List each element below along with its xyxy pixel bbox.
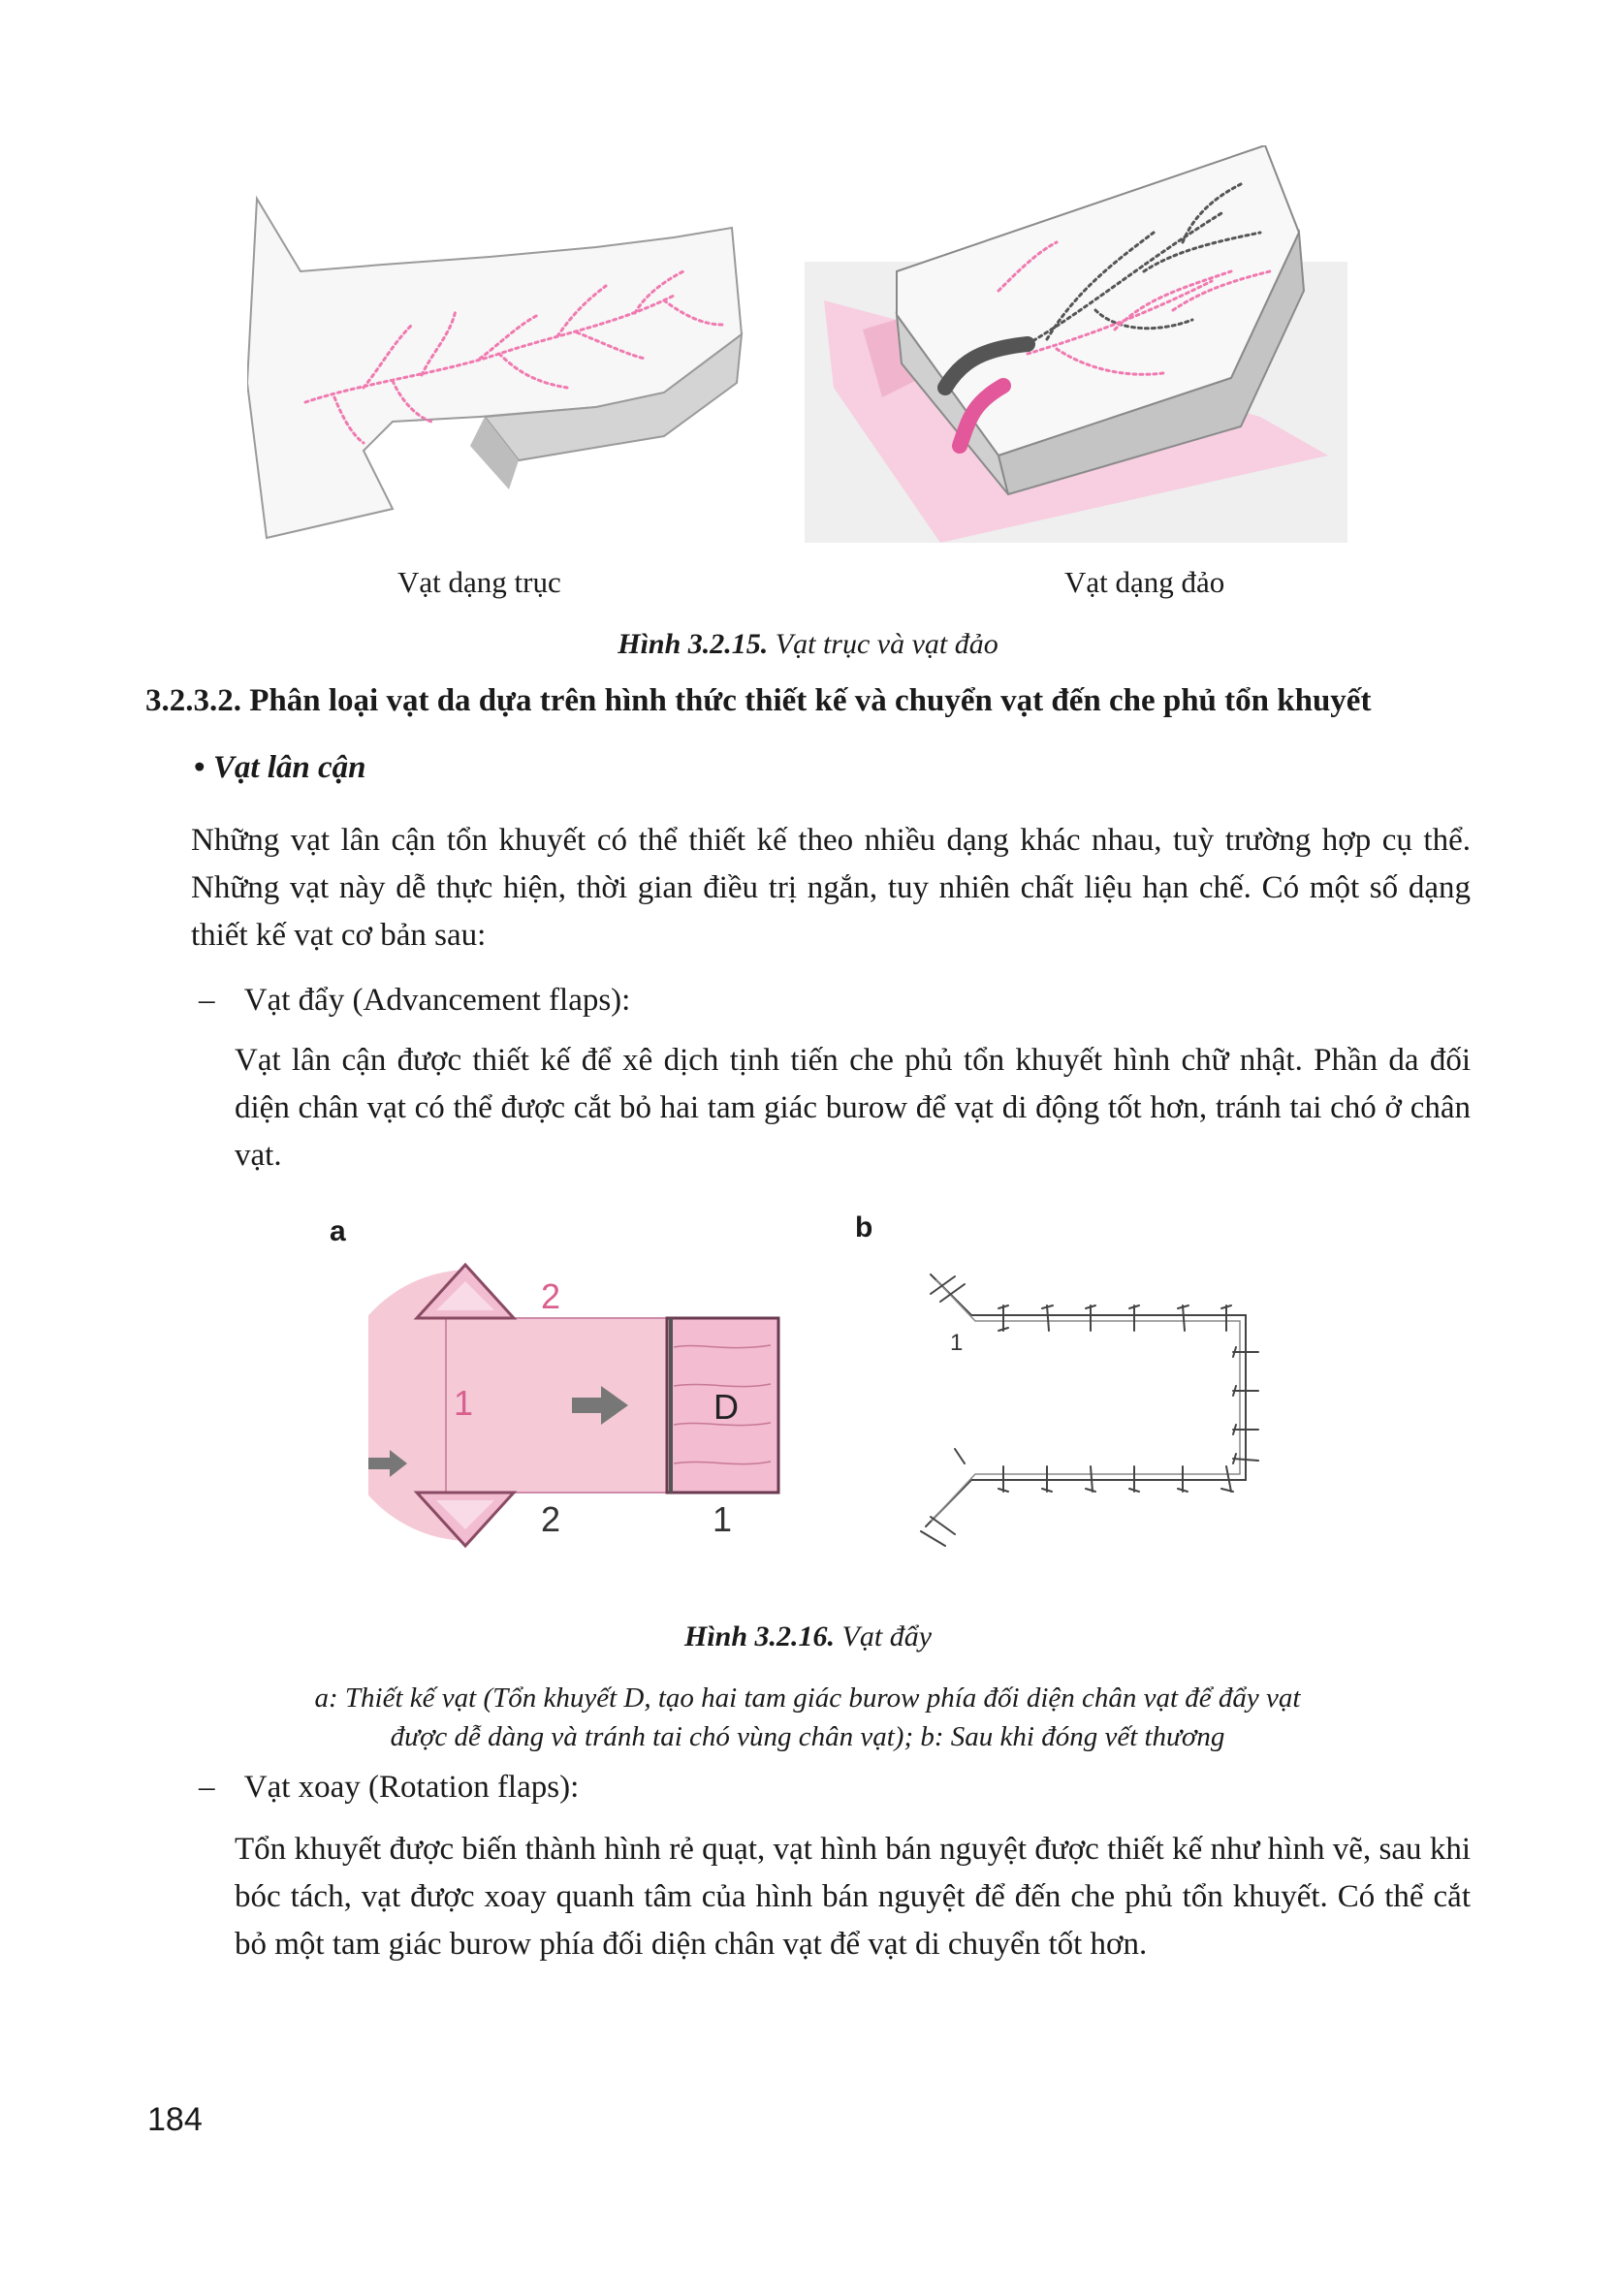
label-b-1: 1 — [950, 1330, 964, 1356]
figure-3-2-16-note — [177, 1679, 1438, 1756]
label-D: D — [713, 1387, 739, 1427]
advancement-flap-sutured-diagram — [911, 1255, 1289, 1565]
dash-symbol: – — [199, 983, 215, 1018]
label-2-bottom: 2 — [541, 1499, 561, 1539]
axial-flap-label: Vạt dạng trục — [397, 565, 561, 599]
figure-3-2-15-caption — [0, 628, 1616, 661]
label-1: 1 — [454, 1383, 474, 1423]
caption-number: Hình 3.2.16. — [683, 1620, 836, 1652]
advancement-flap-description: Vạt lân cận được thiết kế để xê dịch tịnh tiến che phủ tổn khuyết hình chữ nhật. Phần da đối diện chân vạt có thể được cắt bỏ hai tam giác burow để vạt di động tốt hơn, tránh tai chó ở chân vạt. — [235, 1043, 1471, 1173]
rotation-flap-item — [199, 1770, 579, 1806]
caption-number: Hình 3.2.15. — [618, 628, 769, 660]
page-number: 184 — [147, 2101, 203, 2138]
bullet-adjacent-flaps — [194, 750, 366, 786]
axial-flap-illustration — [247, 189, 751, 557]
bullet-title: Vạt lân cận — [212, 750, 366, 785]
panel-b-letter: b — [855, 1211, 873, 1243]
advancement-flap-design-diagram — [368, 1260, 814, 1570]
bullet-symbol: • — [194, 750, 206, 785]
island-flap-label: Vạt dạng đảo — [1064, 565, 1225, 599]
label-1-bottom: 1 — [713, 1499, 733, 1539]
note-line-2: được dễ dàng và tránh tai chó vùng chân vạt); b: Sau khi đóng vết thương — [390, 1721, 1225, 1752]
note-line-1: a: Thiết kế vạt (Tổn khuyết D, tạo hai tam giác burow phía đối diện chân vạt để đẩy vạt — [314, 1683, 1301, 1714]
caption-text: Vạt đẩy — [835, 1620, 933, 1652]
island-flap-illustration — [805, 145, 1347, 543]
section-heading: 3.2.3.2. Phân loại vạt da dựa trên hình thức thiết kế và chuyển vạt đến che phủ tổn khuyết — [145, 683, 1372, 718]
dash-symbol: – — [199, 1770, 215, 1805]
intro-paragraph: Những vạt lân cận tổn khuyết có thể thiết kế theo nhiều dạng khác nhau, tuỳ trường hợp cụ thể. Những vạt này dễ thực hiện, thời gian điều trị ngắn, tuy nhiên chất liệu hạn chế. Có một số dạng thiết kế vạt cơ bản sau: — [191, 823, 1471, 953]
advancement-flap-title: Vạt đẩy (Advancement flaps): — [243, 983, 631, 1018]
label-2-top: 2 — [541, 1276, 561, 1316]
rotation-flap-title: Vạt xoay (Rotation flaps): — [243, 1770, 580, 1805]
figure-3-2-16-caption — [0, 1620, 1616, 1653]
caption-text: Vạt trục và vạt đảo — [768, 628, 998, 660]
rotation-flap-description: Tổn khuyết được biến thành hình rẻ quạt, vạt hình bán nguyệt được thiết kế như hình vẽ, sau khi bóc tách, vạt được xoay quanh tâm của hình bán nguyệt để đến che phủ tổn khuyết. Có thể cắt bỏ một tam giác burow phía đối diện chân vạt để vạt di chuyển tốt hơn. — [235, 1832, 1471, 1962]
panel-a-letter: a — [330, 1215, 346, 1247]
advancement-flap-item — [199, 983, 630, 1019]
